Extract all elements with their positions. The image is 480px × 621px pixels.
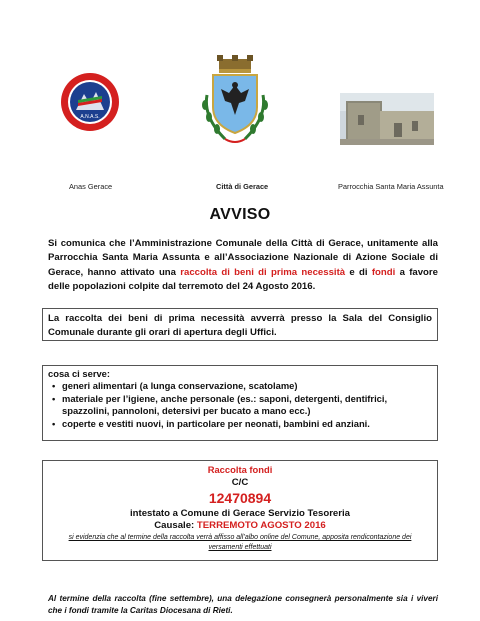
gerace-coat-of-arms-icon: [193, 55, 277, 151]
account-number: 12470894: [208, 490, 272, 506]
reporting-note: si evidenzia che al termine della raccolta verrà affisso all’albo online del Comune, apposita rendicontazione dei versamenti effettuati: [68, 534, 412, 551]
needs-list: [48, 380, 432, 430]
fundraising-box: [42, 460, 438, 561]
causale-line: [43, 520, 437, 531]
intro-text-2: e di: [345, 266, 372, 278]
intro-highlight-funds: fondi: [371, 266, 396, 278]
collection-location-text: La raccolta dei beni di prima necessità avverrà presso la Sala del Consiglio Comunale durante gli orari di apertura degli Uffici.: [48, 313, 432, 338]
fundraising-label: Raccolta fondi: [207, 464, 273, 475]
needs-list-box: [42, 365, 438, 441]
intro-highlight-goods: raccolta di beni di prima necessità: [180, 266, 346, 278]
intro-paragraph: [48, 237, 438, 295]
notice-title: AVVISO: [209, 206, 271, 223]
account-holder: intestato a Comune di Gerace Servizio Tesoreria: [129, 508, 351, 519]
list-item: • materiale per l’igiene, anche personale (es.: saponi, detergenti, dentifrici, spazzolini, pannoloni, detersivi per bucato a mano ecc.): [62, 393, 432, 418]
needs-heading: cosa ci serve:: [48, 368, 111, 379]
causale-value: TERREMOTO AGOSTO 2016: [196, 520, 326, 531]
parish-caption: Parrocchia Santa Maria Assunta: [338, 182, 444, 191]
city-caption: Città di Gerace: [216, 182, 269, 191]
intro-text-3: a favore delle popolazioni colpite dal terremoto del 24 Agosto 2016.: [48, 266, 438, 293]
anas-logo-text: A.N.A.S.: [80, 114, 100, 120]
collection-location-box: [42, 308, 438, 341]
causale-label: Causale:: [154, 520, 195, 531]
footer-paragraph: Al termine della raccolta (fine settembre), una delegazione consegnerà personalmente sia i viveri che i fondi tramite la Caritas Diocesana di Rieti.: [48, 594, 438, 616]
anas-caption: Anas Gerace: [69, 182, 113, 191]
list-item: • coperte e vestiti nuovi, in particolare per neonati, bambini ed anziani.: [62, 418, 432, 430]
anas-emblem-icon: [60, 72, 120, 132]
list-item: • generi alimentari (a lunga conservazione, scatolame): [62, 380, 432, 392]
cc-label: C/C: [231, 477, 249, 488]
church-photo: [340, 93, 434, 145]
intro-text-1: Si comunica che l’Amministrazione Comunale della Città di Gerace, unitamente alla Parrocchia Santa Maria Assunta e all’Associazione Nazionale di Azione Sociale di Gerace, hanno attivato una: [48, 238, 438, 278]
